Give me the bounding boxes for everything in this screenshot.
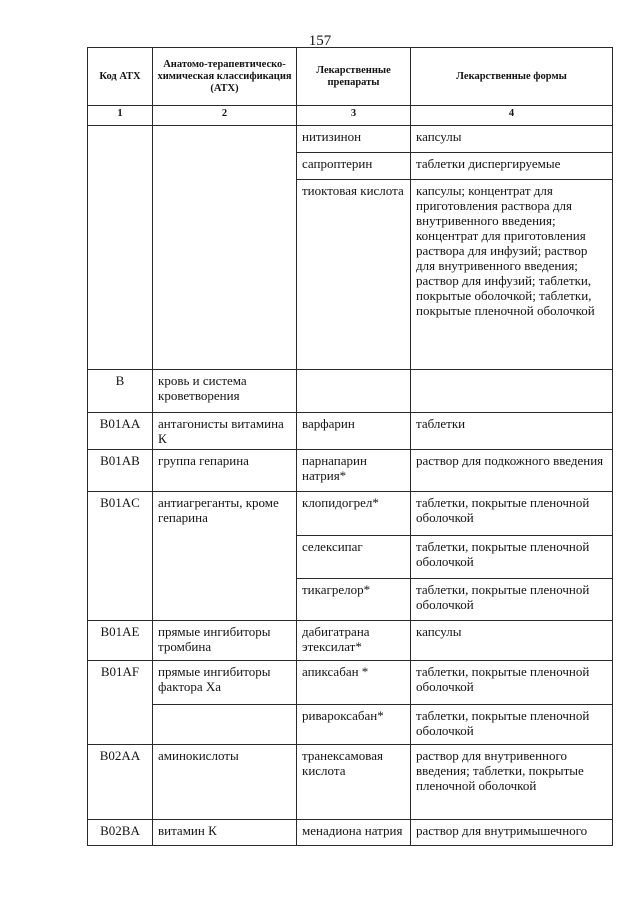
table-row <box>88 621 613 661</box>
column-number-row <box>88 106 613 126</box>
header-code: Код АТХ <box>88 48 153 106</box>
dosage-form-line: капсулы <box>416 624 462 639</box>
dosage-form-cell <box>411 180 613 370</box>
dosage-form-cell <box>411 621 613 661</box>
dosage-form-line: раствор для внутримышечного <box>416 823 588 838</box>
column-number: 4 <box>411 106 613 126</box>
atx-class-cell <box>153 705 297 745</box>
header-classification: Анатомо-терапевтическо-химическая классификация (АТХ) <box>153 48 297 106</box>
column-number: 3 <box>297 106 411 126</box>
drug-name-cell: парнапарин натрия* <box>297 450 411 492</box>
dosage-form-cell <box>411 745 613 820</box>
dosage-form-line: таблетки, покрытые пленочной оболочкой <box>416 708 590 738</box>
drug-name-cell: ривароксабан* <box>297 705 411 745</box>
atx-code-cell <box>88 126 153 370</box>
dosage-form-cell <box>411 370 613 413</box>
atx-class-cell: группа гепарина <box>153 450 297 492</box>
atx-class-cell: прямые ингибиторы тромбина <box>153 621 297 661</box>
drug-name-cell: селексипаг <box>297 536 411 579</box>
dosage-form-line: таблетки, покрытые оболочкой; <box>416 273 592 303</box>
dosage-form-line: раствор для внутривенного введения; <box>416 748 567 778</box>
dosage-form-line: концентрат для приготовления раствора для инфузий; <box>416 228 586 258</box>
dosage-form-line: раствор для внутривенного введения; <box>416 243 588 273</box>
table-row <box>88 126 613 153</box>
atx-code-cell: B01AA <box>88 413 153 450</box>
dosage-form-line: таблетки, покрытые пленочной оболочкой <box>416 288 595 318</box>
table-row <box>88 705 613 745</box>
dosage-form-line: таблетки, покрытые пленочной оболочкой <box>416 763 584 793</box>
atx-code-cell: B01AC <box>88 492 153 621</box>
atx-class-cell: витамин К <box>153 820 297 846</box>
atx-code-cell: B <box>88 370 153 413</box>
table-row <box>88 370 613 413</box>
drug-name-cell: менадиона натрия <box>297 820 411 846</box>
page-number: 157 <box>308 33 332 49</box>
dosage-form-line: таблетки, покрытые пленочной оболочкой <box>416 495 590 525</box>
dosage-form-line: капсулы; <box>416 183 466 198</box>
dosage-form-line: раствор для подкожного введения <box>416 453 604 468</box>
atx-class-cell: прямые ингибиторы фактора Ха <box>153 661 297 705</box>
dosage-form-line: раствор для инфузий; <box>416 273 536 288</box>
atx-code-cell: B02AA <box>88 745 153 820</box>
header-row <box>88 48 613 106</box>
header-drugs: Лекарственные препараты <box>297 48 411 106</box>
dosage-form-line: таблетки, покрытые пленочной оболочкой <box>416 582 590 612</box>
atx-class-cell <box>153 126 297 370</box>
dosage-form-line: таблетки <box>416 416 466 431</box>
dosage-form-line: таблетки, покрытые пленочной оболочкой <box>416 664 590 694</box>
atx-class-cell: антагонисты витамина К <box>153 413 297 450</box>
drug-name-cell: дабигатрана этексилат* <box>297 621 411 661</box>
column-number: 2 <box>153 106 297 126</box>
header-forms: Лекарственные формы <box>411 48 613 106</box>
dosage-form-cell <box>411 450 613 492</box>
table-row <box>88 661 613 705</box>
dosage-form-cell <box>411 579 613 621</box>
dosage-form-line: капсулы <box>416 129 462 144</box>
column-number: 1 <box>88 106 153 126</box>
table-row <box>88 820 613 846</box>
drug-name-cell: апиксабан * <box>297 661 411 705</box>
drug-name-cell: транексамовая кислота <box>297 745 411 820</box>
atx-class-cell: аминокислоты <box>153 745 297 820</box>
dosage-form-line: таблетки, покрытые пленочной оболочкой <box>416 539 590 569</box>
drug-name-cell: тикагрелор* <box>297 579 411 621</box>
atx-drug-table <box>87 47 613 846</box>
atx-code-cell: B01AE <box>88 621 153 661</box>
drug-name-cell: варфарин <box>297 413 411 450</box>
dosage-form-line: таблетки диспергируемые <box>416 156 561 171</box>
drug-name-cell: нитизинон <box>297 126 411 153</box>
dosage-form-cell <box>411 705 613 745</box>
atx-class-cell: антиагреганты, кроме гепарина <box>153 492 297 621</box>
drug-name-cell <box>297 370 411 413</box>
dosage-form-cell <box>411 661 613 705</box>
table-row <box>88 492 613 536</box>
dosage-form-line: концентрат для приготовления раствора для внутривенного введения; <box>416 183 572 228</box>
atx-class-cell: кровь и система кроветворения <box>153 370 297 413</box>
dosage-form-cell <box>411 413 613 450</box>
dosage-form-cell <box>411 492 613 536</box>
table-row <box>88 745 613 820</box>
dosage-form-cell <box>411 820 613 846</box>
table-row <box>88 450 613 492</box>
dosage-form-cell <box>411 536 613 579</box>
table-row <box>88 413 613 450</box>
atx-code-cell: B01AF <box>88 661 153 745</box>
atx-code-cell: B01AB <box>88 450 153 492</box>
drug-name-cell: тиоктовая кислота <box>297 180 411 370</box>
atx-code-cell: B02BA <box>88 820 153 846</box>
drug-name-cell: сапроптерин <box>297 153 411 180</box>
dosage-form-cell <box>411 126 613 153</box>
dosage-form-cell <box>411 153 613 180</box>
drug-name-cell: клопидогрел* <box>297 492 411 536</box>
